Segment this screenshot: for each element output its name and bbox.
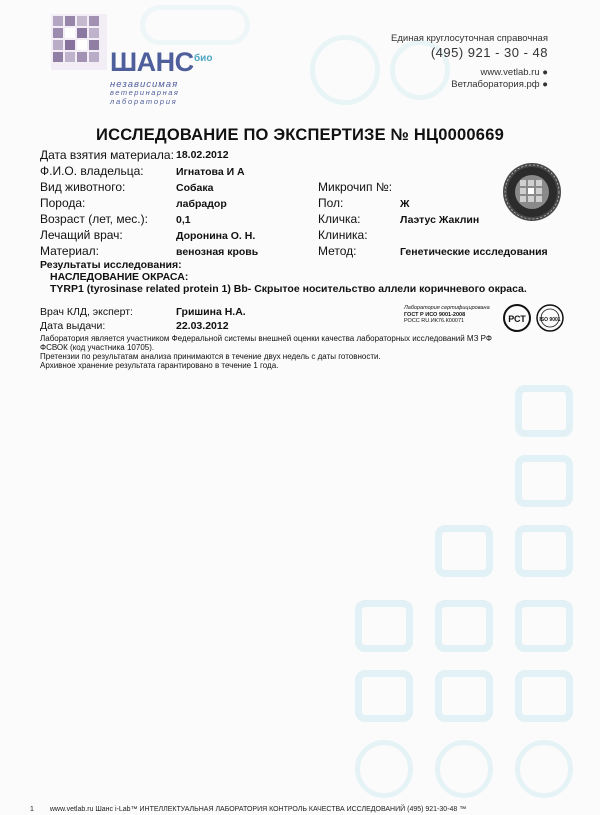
chip-label: Микрочип №: xyxy=(318,180,393,194)
hotline-label: Единая круглосуточная справочная xyxy=(391,33,548,44)
certification-text xyxy=(404,305,490,325)
expert-value: Гришина Н.А. xyxy=(176,306,246,318)
certification-line-3: РОСС RU.ИК76.К00071 xyxy=(404,318,465,324)
owner-label: Ф.И.О. владельца: xyxy=(40,164,144,178)
pct-mark-icon xyxy=(502,303,532,333)
nickname-value: Лаэтус Жаклин xyxy=(400,214,480,226)
issued-label: Дата выдачи: xyxy=(40,320,106,332)
brand-name: ШАНС xyxy=(110,47,194,77)
date-taken-value: 18.02.2012 xyxy=(176,149,229,161)
material-value: венозная кровь xyxy=(176,246,259,258)
note-4: Архивное хранение результата гарантировано в течение 1 года. xyxy=(40,361,279,370)
document-title: ИССЛЕДОВАНИЕ ПО ЭКСПЕРТИЗЕ № НЦ0000669 xyxy=(96,126,504,144)
vet-label: Лечащий врач: xyxy=(40,228,123,242)
method-value: Генетические исследования xyxy=(400,246,548,258)
age-value: 0,1 xyxy=(176,214,191,226)
bullet-icon: ● xyxy=(542,67,548,78)
sex-value: Ж xyxy=(400,198,410,210)
nickname-label: Кличка: xyxy=(318,212,361,226)
age-label: Возраст (лет, мес.): xyxy=(40,212,148,226)
round-seal-icon xyxy=(502,162,562,222)
page-number: 1 xyxy=(30,806,34,813)
footer-text: www.vetlab.ru Шанс i-Lab™ ИНТЕЛЛЕКТУАЛЬНАЯ ЛАБОРАТОРИЯ КОНТРОЛЬ КАЧЕСТВА ИССЛЕДОВАНИЙ (495) 921-30-48 ™ xyxy=(49,806,467,813)
iso-mark-text: ISO 9001 xyxy=(539,317,561,323)
clinic-label: Клиника: xyxy=(318,228,368,242)
breed-value: лабрадор xyxy=(176,198,227,210)
bullet-icon: ● xyxy=(542,79,548,90)
brand-tagline-1: независимая xyxy=(110,79,179,90)
note-1: Лаборатория является участником Федеральной системы внешней оценки качества лабораторных исследований МЗ РФ xyxy=(40,334,492,343)
brand-tagline-2: ветеринарная xyxy=(110,88,180,97)
page-footer xyxy=(30,806,466,813)
owner-value: Игнатова И А xyxy=(176,166,245,178)
certification-line-1: Лаборатория сертифицирована xyxy=(404,305,490,311)
website-link[interactable] xyxy=(480,67,548,78)
sex-label: Пол: xyxy=(318,196,344,210)
iso-mark-icon xyxy=(535,303,565,333)
results-line: TYRP1 (tyrosinase related protein 1) Bb- Скрытое носительство аллели коричневого окраса. xyxy=(50,283,527,295)
material-label: Материал: xyxy=(40,244,99,258)
hotline-phone: (495) 921 - 30 - 48 xyxy=(430,45,548,60)
results-subheading: НАСЛЕДОВАНИЕ ОКРАСА: xyxy=(50,271,189,283)
method-label: Метод: xyxy=(318,244,357,258)
brand-suffix: био xyxy=(194,53,213,64)
note-2: ФСВОК (код участника 10705). xyxy=(40,343,155,352)
species-value: Собака xyxy=(176,182,214,194)
results-heading: Результаты исследования: xyxy=(40,259,182,271)
website-rf-link[interactable] xyxy=(451,79,548,90)
species-label: Вид животного: xyxy=(40,180,126,194)
issued-value: 22.03.2012 xyxy=(176,320,229,332)
website-rf-text: Ветлаборатория.рф xyxy=(451,79,540,90)
pct-mark-text: РСТ xyxy=(508,314,526,324)
website-text: www.vetlab.ru xyxy=(480,67,540,78)
brand-tagline-3: лаборатория xyxy=(110,97,178,106)
vet-value: Доронина О. Н. xyxy=(176,230,256,242)
breed-label: Порода: xyxy=(40,196,86,210)
date-taken-label: Дата взятия материала: xyxy=(40,148,174,162)
certification-line-2: ГОСТ Р ИСО 9001-2008 xyxy=(404,311,466,318)
lab-logo-icon xyxy=(51,14,107,70)
note-3: Претензии по результатам анализа принимаются в течение двух недель с даты готовности. xyxy=(40,352,381,361)
expert-label: Врач КЛД, эксперт: xyxy=(40,306,133,318)
